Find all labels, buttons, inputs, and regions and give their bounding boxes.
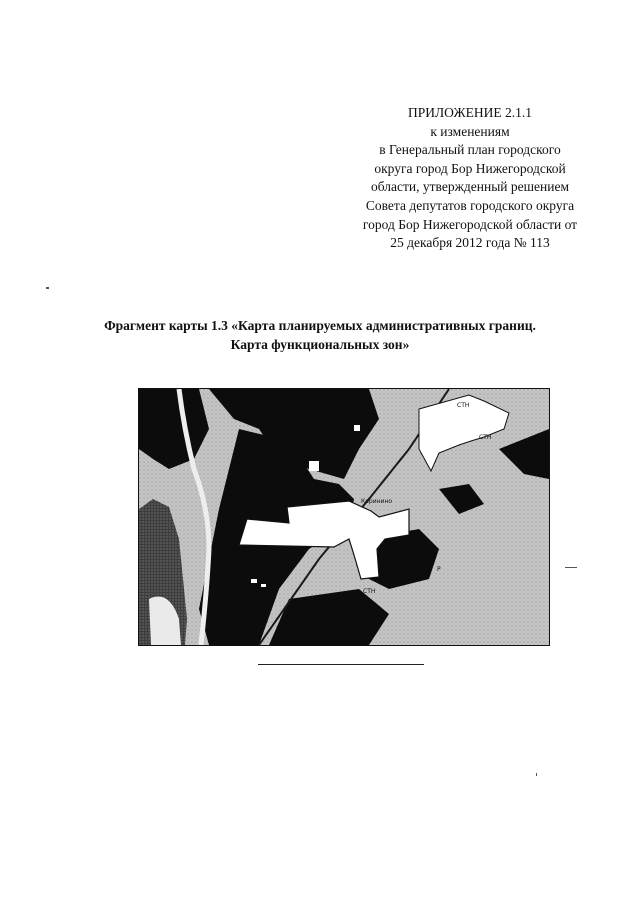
appendix-line: к изменениям — [430, 123, 510, 139]
map-label: СТН — [457, 402, 470, 409]
settlement-patch — [354, 425, 360, 431]
map-label: Коринино — [361, 498, 393, 505]
scan-speck — [536, 773, 537, 776]
appendix-line: в Генеральный план городского — [379, 142, 561, 158]
map-fragment — [138, 388, 550, 646]
appendix-heading: ПРИЛОЖЕНИЕ 2.1.1 — [407, 105, 533, 120]
scan-speck — [565, 567, 577, 568]
appendix-line: 25 декабря 2012 года № 113 — [390, 235, 550, 251]
settlement-patch — [309, 461, 319, 471]
appendix-line: город Бор Нижегородской области от — [362, 216, 578, 232]
map-label: Р — [437, 566, 441, 573]
map-label: СТН — [479, 434, 492, 441]
map-label: СТН — [363, 588, 376, 595]
appendix-line: области, утвержденный решением — [371, 179, 569, 195]
title-line-1: Фрагмент карты 1.3 «Карта планируемых административных границ. — [104, 318, 536, 333]
appendix-line: Совета депутатов городского округа — [365, 197, 575, 213]
appendix-line: округа город Бор Нижегородской — [374, 160, 566, 176]
title-line-2: Карта функциональных зон» — [230, 337, 410, 352]
settlement-patch — [261, 584, 266, 587]
appendix-block — [330, 104, 610, 253]
divider-line — [258, 664, 424, 665]
settlement-patch — [251, 579, 257, 583]
document-title — [60, 316, 580, 354]
scan-speck — [46, 287, 49, 289]
map-image — [139, 389, 549, 645]
